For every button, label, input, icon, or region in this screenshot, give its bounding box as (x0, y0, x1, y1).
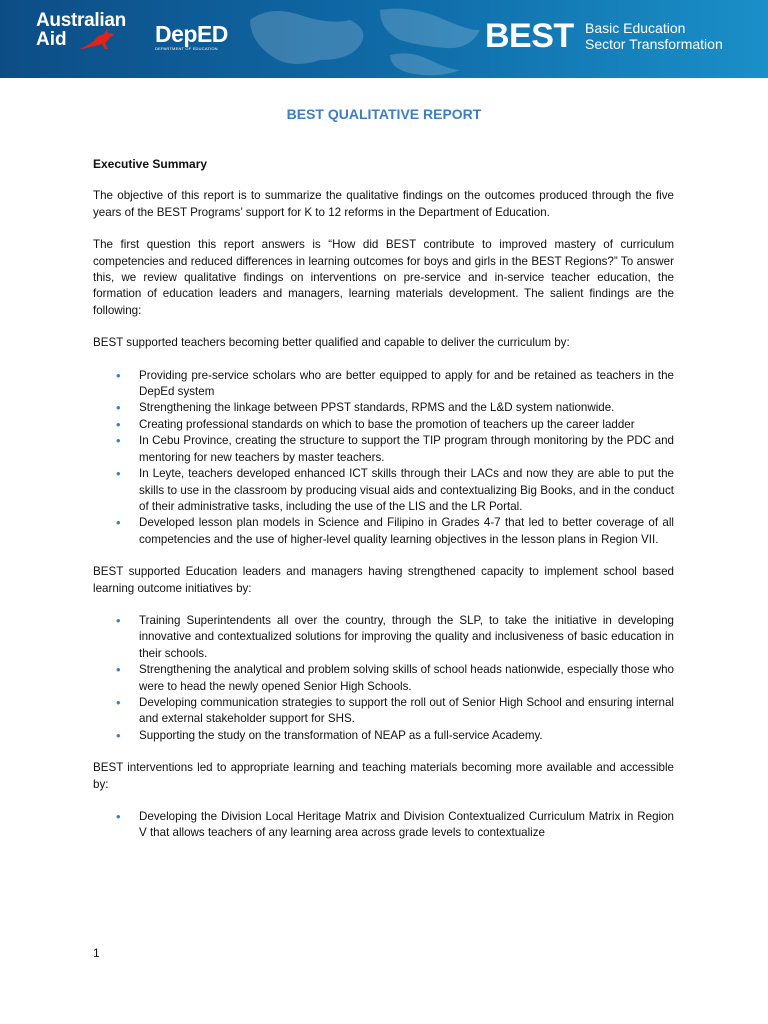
list-item-text: Strengthening the linkage between PPST standards, RPMS and the L&D system nationwide. (139, 401, 615, 415)
list-item-text: Creating professional standards on which to base the promotion of teachers up the career ladder (139, 417, 635, 431)
list-item (93, 515, 674, 548)
bullet-icon: • (116, 433, 121, 449)
header-banner (0, 0, 768, 78)
bullet-icon: • (116, 367, 121, 383)
bullet-icon: • (116, 400, 121, 416)
list-item (93, 662, 674, 695)
world-map-graphic (230, 0, 490, 78)
leaders-findings-list (93, 613, 674, 744)
bullet-icon: • (116, 694, 121, 710)
best-fullname-line2: Sector Transformation (585, 36, 723, 52)
best-fullname (585, 20, 723, 52)
document-body (93, 156, 674, 842)
australian-aid-line2: Aid (36, 29, 67, 50)
australian-aid-line1: Australian (36, 10, 126, 31)
list-item-text: Strengthening the analytical and problem solving skills of school heads nationwide, especially those who were to head the newly opened Senior High Schools. (139, 663, 674, 693)
list-intro-teachers: BEST supported teachers becoming better qualified and capable to deliver the curriculum by: (93, 336, 570, 350)
bullet-icon: • (116, 612, 121, 628)
deped-tagline: DEPARTMENT OF EDUCATION (155, 46, 218, 51)
list-item-text: In Cebu Province, creating the structure to support the TIP program through monitoring by the PDC and mentoring for new teachers by master teachers. (139, 434, 674, 464)
list-item-text: Providing pre-service scholars who are better equipped to apply for and be retained as teachers in the DepEd system (139, 368, 674, 399)
list-intro-materials: BEST interventions led to appropriate learning and teaching materials becoming more available and accessible by: (93, 761, 674, 791)
list-item-text: Supporting the study on the transformation of NEAP as a full-service Academy. (139, 728, 543, 742)
paragraph-first-question: The first question this report answers is “How did BEST contribute to improved mastery of curriculum competencies and reduced differences in learning outcomes for boys and girls in the BEST Regions?” To answer this, we review qualitative findings on interventions on pre-service and in-service teacher education, the formation of education leaders and managers, learning materials development. The salient findings are the following: (93, 238, 674, 317)
list-item-text: In Leyte, teachers developed enhanced ICT skills through their LACs and now they are able to put the skills to use in the classroom by producing visual aids and contextualizing Big Books, and in the conduct of their administrative tasks, including the use of the LIS and the LR Portal. (139, 467, 674, 513)
bullet-icon: • (116, 809, 121, 824)
bullet-icon: • (116, 416, 121, 432)
list-item-text: Training Superintendents all over the country, through the SLP, to take the initiative in developing innovative and contextualized solutions for improving the quality and inclusiveness of basic education in their schools. (139, 613, 674, 660)
bullet-icon: • (116, 515, 121, 531)
list-item (93, 400, 674, 416)
section-heading: Executive Summary (93, 157, 208, 171)
report-title: BEST QUALITATIVE REPORT (286, 106, 482, 122)
list-item-text: Developed lesson plan models in Science and Filipino in Grades 4-7 that led to better coverage of all competencies and the use of higher-level quality learning objectives in the lesson plans in Region VII. (139, 516, 674, 546)
best-acronym: BEST (485, 17, 574, 55)
list-item (93, 728, 674, 744)
materials-findings-list (93, 809, 674, 842)
list-item-text: Developing communication strategies to support the roll out of Senior High School and ensuring internal and external stakeholder support for SHS. (139, 695, 674, 726)
list-item (93, 809, 674, 842)
bullet-icon: • (116, 727, 121, 743)
best-fullname-line1: Basic Education (585, 20, 686, 36)
kangaroo-icon (78, 27, 122, 53)
paragraph-objective: The objective of this report is to summarize the qualitative findings on the outcomes produced through the five years of the BEST Programs’ support for K to 12 reforms in the Department of Education. (93, 189, 674, 219)
page-number: 1 (93, 946, 100, 960)
list-item (93, 417, 674, 433)
list-item (93, 613, 674, 662)
bullet-icon: • (116, 466, 121, 482)
bullet-icon: • (116, 662, 121, 678)
list-item (93, 433, 674, 466)
deped-logo (155, 22, 228, 51)
list-intro-leaders: BEST supported Education leaders and managers having strengthened capacity to implement school based learning outcome initiatives by: (93, 565, 674, 595)
list-item-text: Developing the Division Local Heritage Matrix and Division Contextualized Curriculum Matrix in Region V that allows teachers of any learning area across grade levels to contextualize (139, 810, 674, 840)
list-item (93, 466, 674, 515)
list-item (93, 368, 674, 401)
list-item (93, 695, 674, 728)
teachers-findings-list (93, 368, 674, 548)
deped-wordmark: DepED (155, 21, 228, 47)
